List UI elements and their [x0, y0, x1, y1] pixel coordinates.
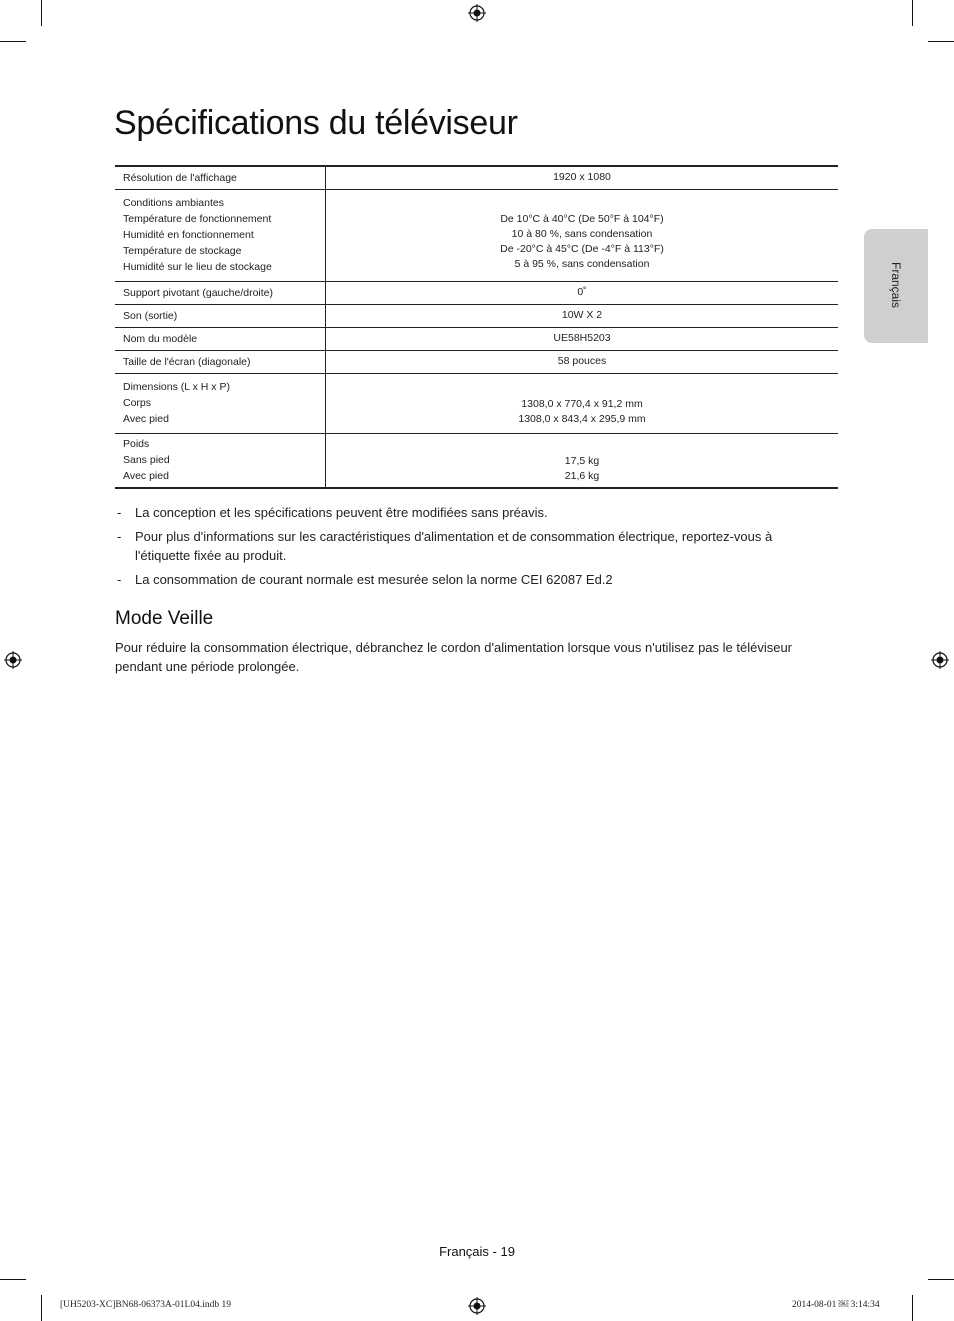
cell-line: Dimensions (L x H x P): [123, 381, 230, 393]
crosshair-registration-icon: [4, 651, 22, 669]
spec-value: [326, 373, 839, 433]
spec-label: [115, 433, 326, 488]
specifications-table: [115, 165, 838, 489]
cell-line: Température de fonctionnement: [123, 213, 272, 225]
dash-bullet: -: [117, 529, 122, 544]
crop-mark: [928, 1279, 954, 1280]
spec-value: [326, 304, 839, 327]
cell-line: 5 à 95 %, sans condensation: [514, 258, 650, 270]
cell-line: Corps: [123, 397, 152, 409]
side-tab-label: Français: [889, 261, 903, 309]
notes-list: [116, 503, 816, 594]
table-row: [115, 373, 838, 433]
table-row: [115, 281, 838, 304]
cell-line: Poids: [123, 438, 150, 451]
cell-line: 1308,0 x 770,4 x 91,2 mm: [521, 398, 643, 410]
cell-line: Avec pied: [123, 413, 169, 425]
cell-line: Son (sortie): [123, 309, 178, 322]
cell-line: De -20°C à 45°C (De -4°F à 113°F): [500, 243, 664, 255]
cell-line: Humidité sur le lieu de stockage: [123, 261, 272, 273]
cell-line: Nom du modèle: [123, 332, 198, 345]
spec-value: [326, 166, 839, 189]
spec-value: [326, 281, 839, 304]
spec-value: [326, 433, 839, 488]
crop-mark: [41, 0, 42, 26]
spec-label: [115, 281, 326, 304]
spec-label: [115, 304, 326, 327]
crop-mark: [912, 0, 913, 26]
cell-line: 1920 x 1080: [553, 171, 611, 184]
spec-label: [115, 373, 326, 433]
section-paragraph: Pour réduire la consommation électrique, débranchez le cordon d'alimentation lorsque vous n'utilisez pas le téléviseur pendant une période prolongée.: [115, 640, 793, 674]
cell-line: 10 à 80 %, sans condensation: [511, 228, 653, 240]
cell-line: Taille de l'écran (diagonale): [123, 355, 251, 368]
page-title: Spécifications du téléviseur: [114, 104, 518, 142]
table-row: [115, 327, 838, 350]
language-side-tab: [864, 229, 928, 343]
spec-label: [115, 350, 326, 373]
cell-line: Sans pied: [123, 454, 170, 467]
crop-mark: [0, 41, 26, 42]
list-item: - La consommation de courant normale est mesurée selon la norme CEI 62087 Ed.2: [117, 572, 613, 587]
cell-line: 0˚: [577, 286, 587, 298]
crosshair-registration-icon: [468, 4, 486, 22]
spec-label: [115, 327, 326, 350]
print-slug-right: 2014-08-01 ￼ 3:14:34: [792, 1300, 880, 1310]
cell-line: 1308,0 x 843,4 x 295,9 mm: [518, 413, 646, 425]
crosshair-registration-icon: [468, 1297, 486, 1315]
cell-line: Humidité en fonctionnement: [123, 229, 254, 241]
table-row: [115, 166, 838, 189]
print-slug-left: [UH5203-XC]BN68-06373A-01L04.indb 19: [60, 1300, 231, 1310]
cell-line: Conditions ambiantes: [123, 197, 224, 209]
cell-line: 58 pouces: [557, 355, 607, 367]
cell-line: Support pivotant (gauche/droite): [123, 286, 274, 299]
cell-line: 10W X 2: [561, 309, 603, 321]
spec-label: [115, 189, 326, 281]
crop-mark: [41, 1295, 42, 1321]
table-row: [115, 189, 838, 281]
table-row: [115, 304, 838, 327]
table-row: [115, 350, 838, 373]
dash-bullet: -: [117, 505, 122, 520]
spec-label: [115, 166, 326, 189]
dash-bullet: -: [117, 572, 122, 587]
table-row: [115, 433, 838, 488]
cell-line: Température de stockage: [123, 245, 242, 257]
crop-mark: [912, 1295, 913, 1321]
spec-value: [326, 327, 839, 350]
crop-mark: [928, 41, 954, 42]
spec-value: [326, 189, 839, 281]
crosshair-registration-icon: [931, 651, 949, 669]
section-heading: Mode Veille: [115, 608, 214, 629]
cell-line: Résolution de l'affichage: [123, 171, 237, 184]
cell-line: De 10°C à 40°C (De 50°F à 104°F): [500, 213, 664, 225]
spec-value: [326, 350, 839, 373]
cell-line: UE58H5203: [553, 332, 611, 344]
page-number: Français - 19: [439, 1244, 515, 1259]
list-item: - La conception et les spécifications peuvent être modifiées sans préavis.: [117, 505, 548, 520]
cell-line: 17,5 kg: [564, 455, 600, 468]
cell-line: Avec pied: [123, 470, 169, 483]
crop-mark: [0, 1279, 26, 1280]
cell-line: 21,6 kg: [564, 470, 600, 483]
list-item: - Pour plus d'informations sur les caractéristiques d'alimentation et de consommation électrique, reportez-vous à l'étiquette fixée au produit.: [117, 529, 773, 563]
